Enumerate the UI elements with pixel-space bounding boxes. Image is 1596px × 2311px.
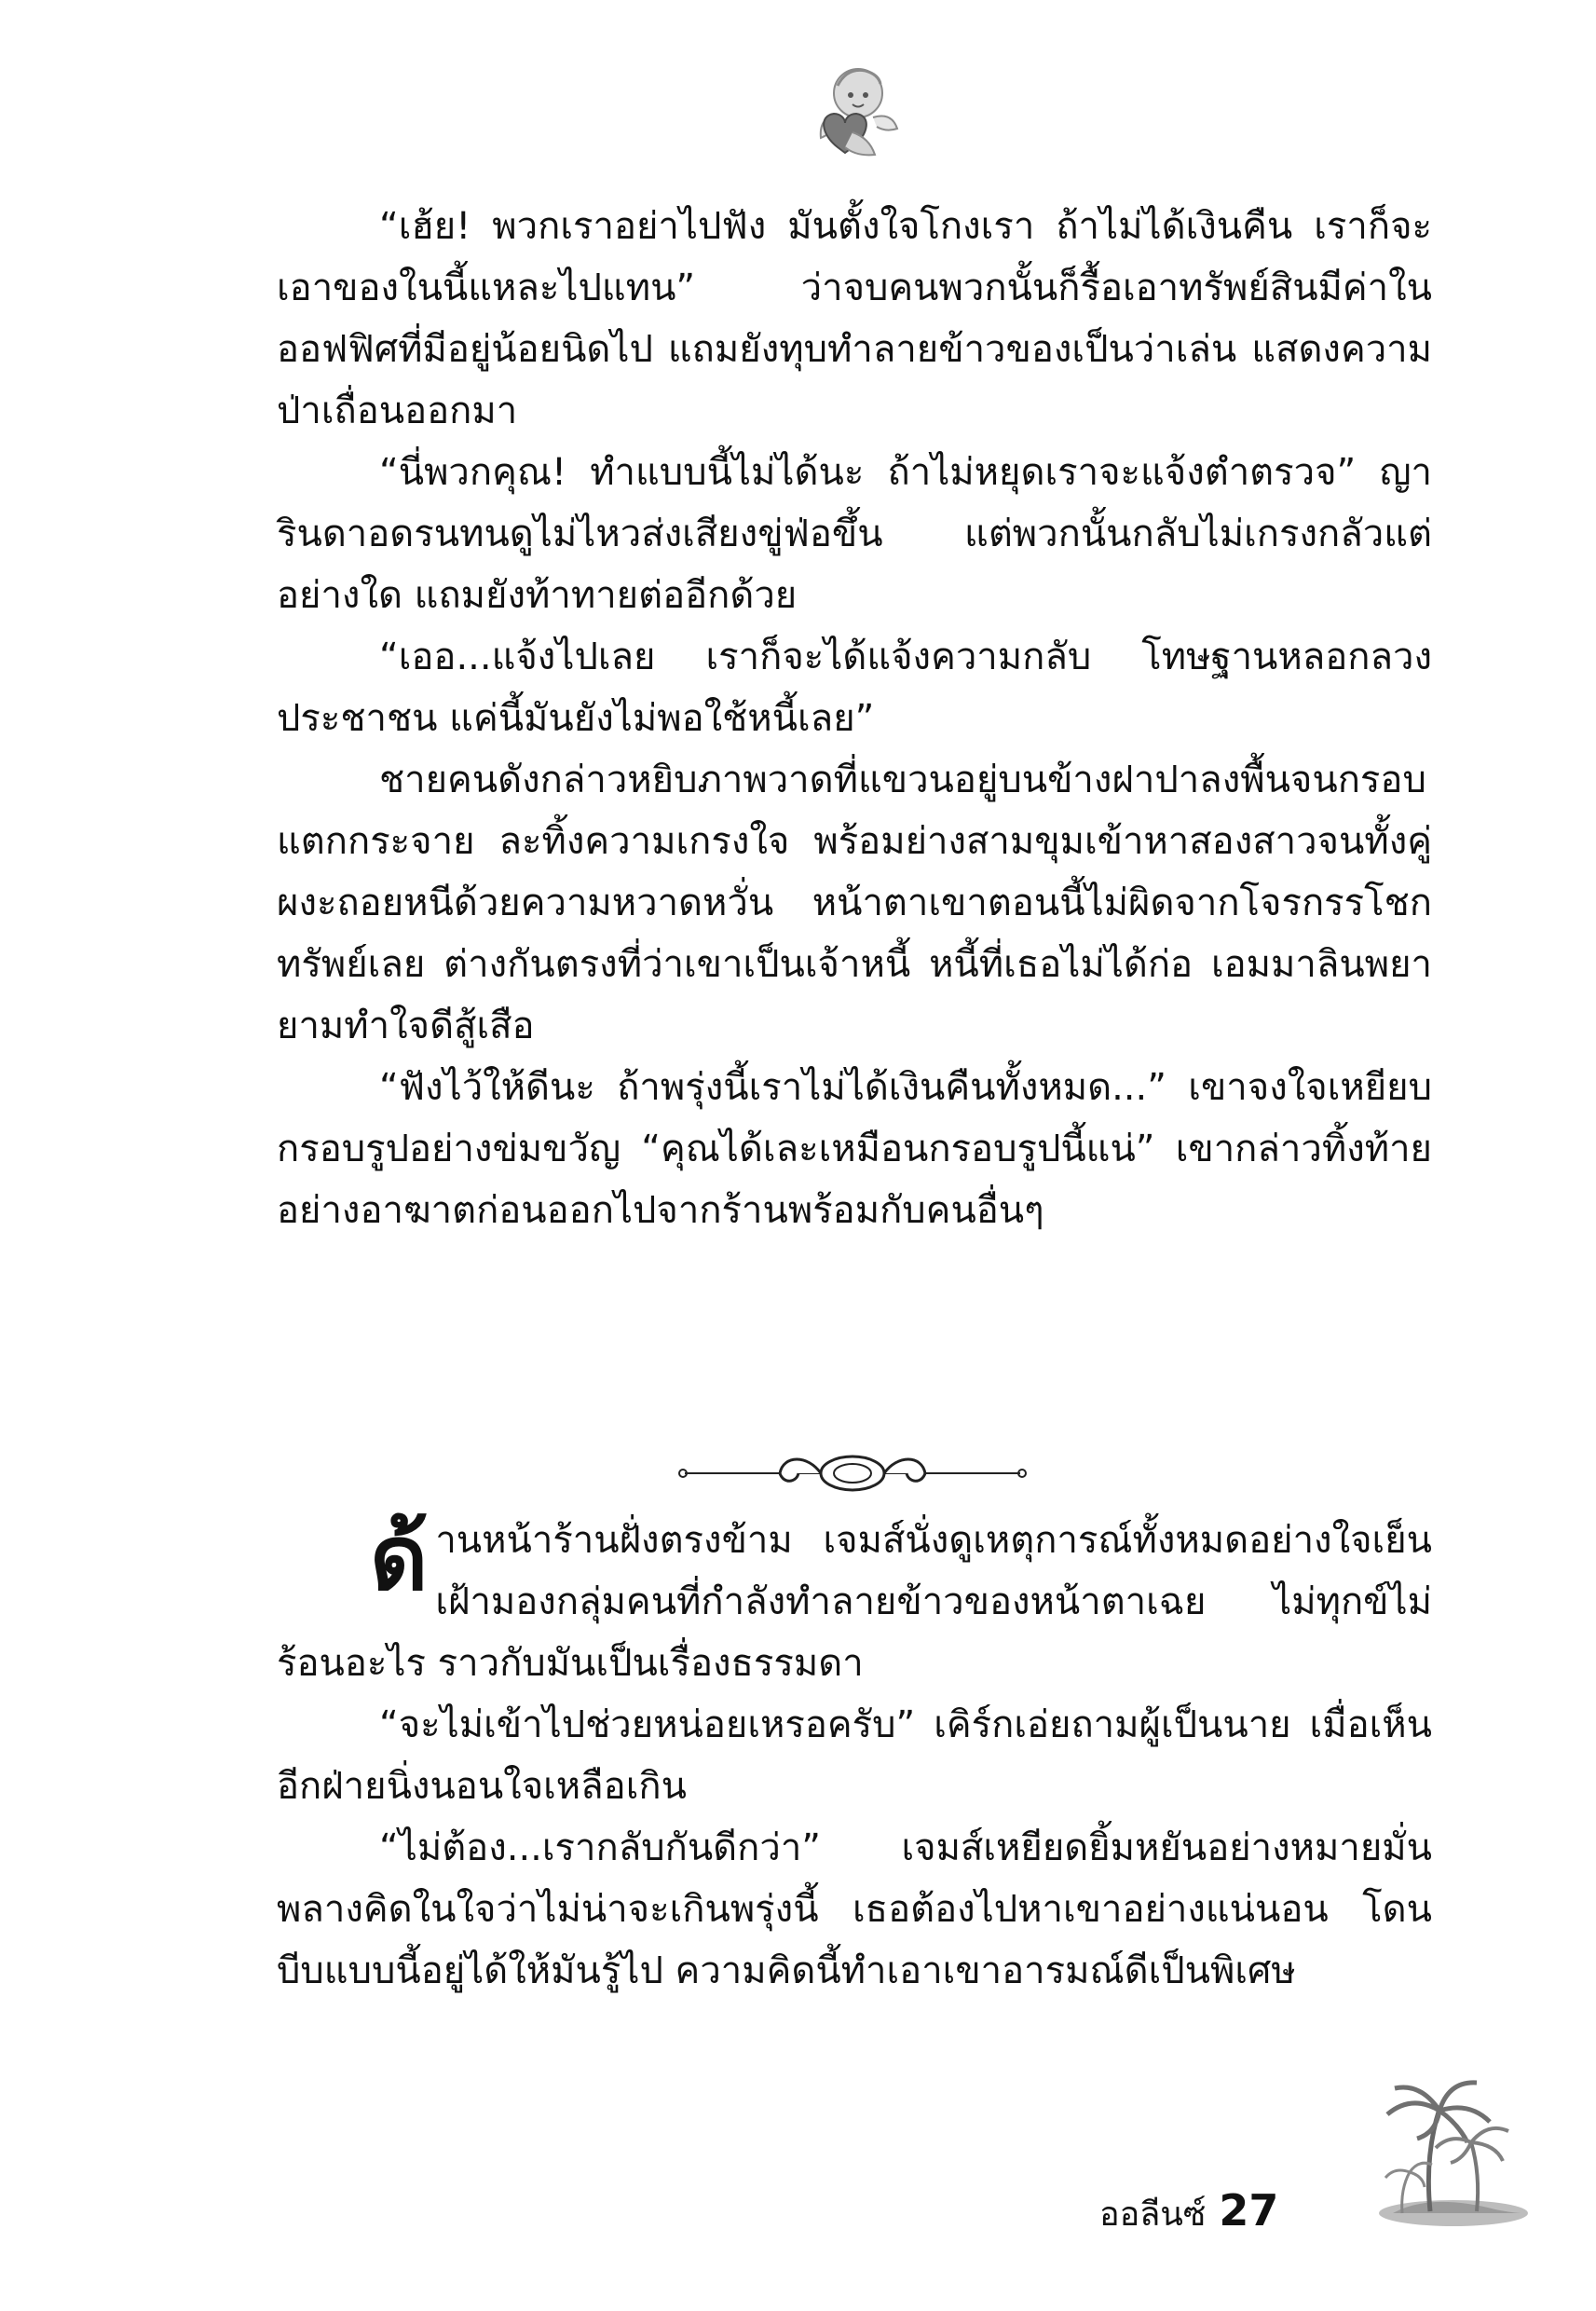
page-footer	[1099, 2185, 1278, 2240]
palm-island-icon	[1365, 2073, 1533, 2232]
paragraph: “เฮ้ย! พวกเราอย่าไปฟัง มันตั้งใจโกงเรา ถ้าไม่ได้เงินคืน เราก็จะเอาของในนี้แหละไปแทน” ว่าจบคนพวกนั้นก็รื้อเอาทรัพย์สินมีค่าในออฟฟิศที่มีอยู่น้อยนิดไป แถมยังทุบทำลายข้าวของเป็นว่าเล่น แสดงความป่าเถื่อนออกมา	[277, 205, 1432, 432]
scroll-flourish-icon	[675, 1450, 1030, 1497]
body-text-section-2	[277, 1506, 1432, 2002]
cherub-with-heart-icon	[797, 58, 908, 170]
paragraph: “เออ...แจ้งไปเลย เราก็จะได้แจ้งความกลับ โทษฐานหลอกลวงประชาชน แค่นี้มันยังไม่พอใช้หนี้เลย”	[277, 636, 1432, 740]
paragraph: “ไม่ต้อง...เรากลับกันดีกว่า” เจมส์เหยียดยิ้มหยันอย่างหมายมั่น พลางคิดในใจว่าไม่น่าจะเกินพรุ่งนี้ เธอต้องไปหาเขาอย่างแน่นอน โดนบีบแบบนี้อยู่ได้ให้มันรู้ไป ความคิดนี้ทำเอาเขาอารมณ์ดีเป็นพิเศษ	[277, 1826, 1432, 1992]
paragraph-text: านหน้าร้านฝั่งตรงข้าม เจมส์นั่งดูเหตุการณ์ทั้งหมดอย่างใจเย็น เฝ้ามองกลุ่มคนที่กำลังทำลายข้าวของหน้าตาเฉย ไม่ทุกข์ไม่ร้อนอะไร ราวกับมันเป็นเรื่องธรรมดา	[277, 1519, 1432, 1685]
paragraph: ชายคนดังกล่าวหยิบภาพวาดที่แขวนอยู่บนข้างฝาปาลงพื้นจนกรอบแตกกระจาย ละทิ้งความเกรงใจ พร้อมย่างสามขุมเข้าหาสองสาวจนทั้งคู่ผงะถอยหนีด้วยความหวาดหวั่น หน้าตาเขาตอนนี้ไม่ผิดจากโจรกรรโชกทรัพย์เลย ต่างกันตรงที่ว่าเขาเป็นเจ้าหนี้ หนี้ที่เธอไม่ได้ก่อ เอมมาลินพยายามทำใจดีสู้เสือ	[277, 759, 1432, 1047]
paragraph: “นี่พวกคุณ! ทำแบบนี้ไม่ได้นะ ถ้าไม่หยุดเราจะแจ้งตำตรวจ” ญารินดาอดรนทนดูไม่ไหวส่งเสียงขู่ฟ่อขึ้น แต่พวกนั้นกลับไม่เกรงกลัวแต่อย่างใด แถมยังท้าทายต่ออีกด้วย	[277, 451, 1432, 617]
drop-cap: ด้	[370, 1506, 429, 1610]
page-number: 27	[1219, 2185, 1279, 2236]
paragraph-with-drop-cap	[277, 1506, 1432, 1694]
paragraph: “ฟังไว้ให้ดีนะ ถ้าพรุ่งนี้เราไม่ได้เงินคืนทั้งหมด...” เขาจงใจเหยียบกรอบรูปอย่างข่มขวัญ “คุณได้เละเหมือนกรอบรูปนี้แน่” เขากล่าวทิ้งท้ายอย่างอาฆาตก่อนออกไปจากร้านพร้อมกับคนอื่นๆ	[277, 1066, 1432, 1232]
body-text-top	[277, 196, 1432, 1241]
book-title: ออลีนซ์	[1099, 2195, 1207, 2234]
paragraph: “จะไม่เข้าไปช่วยหน่อยเหรอครับ” เคิร์กเอ่ยถามผู้เป็นนาย เมื่อเห็นอีกฝ่ายนิ่งนอนใจเหลือเกิน	[277, 1703, 1432, 1808]
